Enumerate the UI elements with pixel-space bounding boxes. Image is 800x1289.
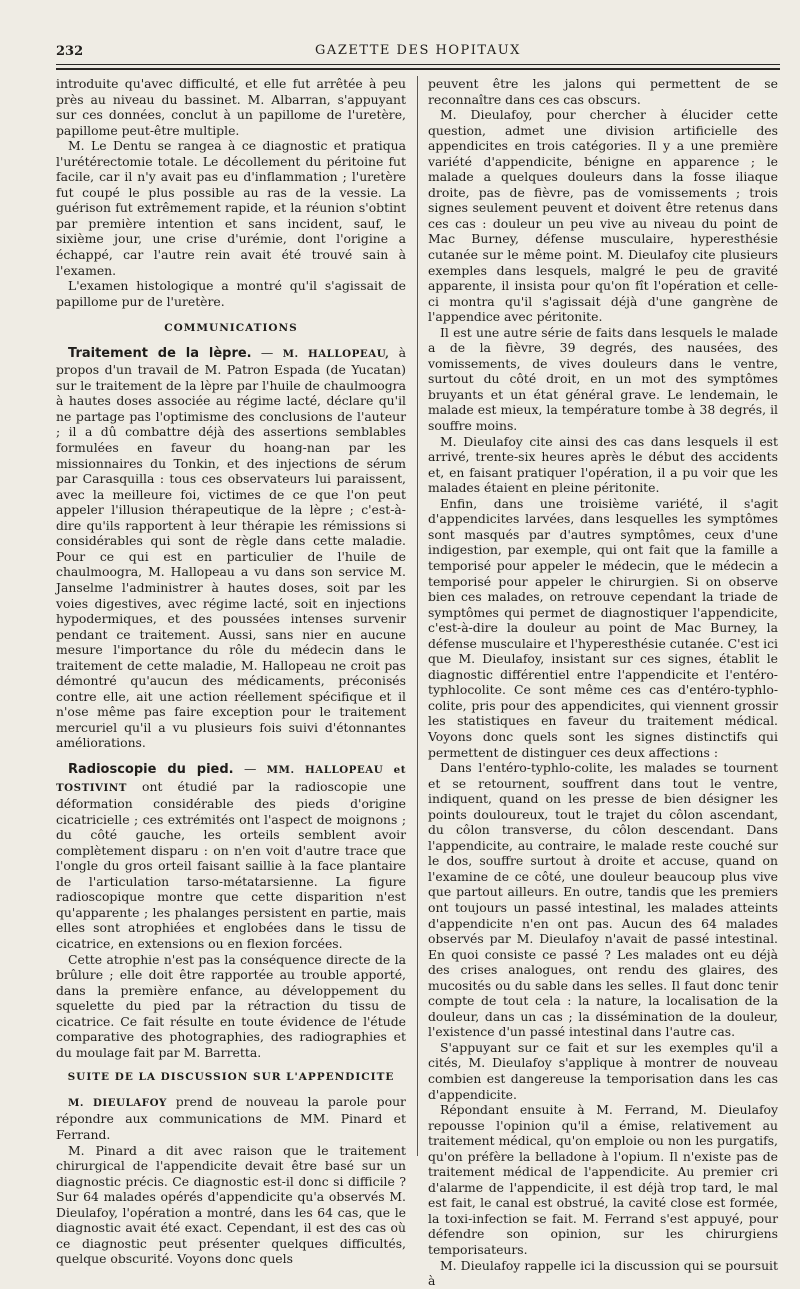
paragraph: Dans l'entéro-typhlo-colite, les malades se tournent et se retournent, souffrent dans tout le ventre, indiquent, quand on les presse de bien désigner les points douloureux, tout le trajet du côlon ascendant, du côlon transverse, du côlon descendant. Dans l'appendicite, au contraire, le malade reste couché sur le dos, souffre surtout à droite et accuse, quand on l'examine de ce côté, une douleur beaucoup plus vive que partout ailleurs. En outre, tandis que les premiers ont toujours un passé intestinal, les malades atteints d'appendicite n'en ont pas. Aucun des 64 malades observés par M. Dieulafoy n'avait de passé intestinal. En quoi consiste ce passé ? Les malades ont eu déjà des crises analogues, ont rendu des glaires, des mucosités ou du sable dans les selles. Il faut donc tenir compte de tout cela : la nature, la localisation de la douleur, dans un cas ; la dissémination de la douleur, l'existence d'un passé intestinal dans l'autre cas. xyxy=(428,760,778,1040)
dash: — xyxy=(251,344,283,360)
running-title: GAZETTE DES HOPITAUX xyxy=(315,43,521,58)
article-title: Radioscopie du pied. xyxy=(68,761,234,777)
section-heading-appendicite: SUITE DE LA DISCUSSION SUR L'APPENDICITE xyxy=(67,1071,395,1084)
paragraph: M. Dieulafoy rappelle ici la discussion qui se poursuit à xyxy=(428,1257,778,1289)
header-rule xyxy=(56,64,780,65)
paragraph: S'appuyant sur ce fait et sur les exemples qu'il a cités, M. Dieulafoy s'applique à montrer de nouveau combien est dangereuse la temporisation dans les cas d'appendicite. xyxy=(428,1039,778,1102)
paragraph: M. Le Dentu se rangea à ce diagnostic et pratiqua l'urétérectomie totale. Le décollement du péritoine fut facile, car il n'y avait pas eu d'inflammation ; l'uretère fut coupé le plus possible au ras de la vessie. La guérison fut extrêmement rapide, et la réunion s'obtint par première intention et sans incident, sauf, le sixième jour, une crise d'urémie, dont l'origine a échappé, car l'autre rein avait été trouvé sain à l'examen. xyxy=(56,138,406,278)
paragraph: L'examen histologique a montré qu'il s'agissait de papillome pur de l'uretère. xyxy=(56,278,406,309)
article-title: Traitement de la lèpre. xyxy=(68,345,252,361)
paragraph: Répondant ensuite à M. Ferrand, M. Dieulafoy repousse l'opinion qu'il a émise, relativement au traitement médical, qu'on emploie ou non les purgatifs, qu'on préfère la belladone à l'opium. Il n'existe pas de traitement médical de l'appendicite. Au premier cri d'alarme de l'appendicite, il est déjà trop tard, le mal est fait, le canal est obstrué, la cavité close est formée, la toxi-infection se fait. M. Ferrand s'est appuyé, pour défendre son opinion, sur les chirurgiens temporisateurs. xyxy=(428,1102,778,1258)
paragraph: peuvent être les jalons qui permettent de se reconnaître dans ces cas obscurs. xyxy=(428,76,778,107)
author-name: M. HALLOPEAU, xyxy=(282,347,390,360)
paragraph: Cette atrophie n'est pas la conséquence directe de la brûlure ; elle doit être rapportée au trouble apporté, dans la première enfance, au développement du squelette du pied par la rétraction du tissu de cicatrice. Ce fait résulte en toute évidence de l'étude comparative des photographies, des radiographies et du moulage fait par M. Barretta. xyxy=(56,951,406,1060)
left-column xyxy=(56,76,407,1267)
paragraph: M. Dieulafoy, pour chercher à élucider cette question, admet une division artificielle des appendicites en trois catégories. Il y a une première variété d'appendicite, bénigne en apparence ; le malade a quelques douleurs dans la fosse iliaque droite, pas de fièvre, pas de vomissements ; trois signes seulement peuvent et doivent être retenus dans ces cas : douleur un peu vive au niveau du point de Mac Burney, défense musculaire, hyperesthésie cutanée sur le même point. M. Dieulafoy cite plusieurs exemples dans lesquels, malgré le peu de gravité apparente, il insista pour qu'on fît l'opération et celle-ci montra qu'il s'agissait déjà d'une gangrène de l'appendice avec péritonite. xyxy=(428,107,778,325)
page-header xyxy=(56,40,780,62)
article-text: ont étudié par la radioscopie une déformation considérable des pieds d'origine cicatricielle ; ces extrémités ont l'aspect de moignons ; du côté gauche, les orteils semblent avoir complètement disparu : on n'en voit d'autre trace que l'ongle du gros orteil faisant saillie à la face plantaire de l'articulation tarso-métatarsienne. La figure radioscopique montre que cette disparition n'est qu'apparente ; les phalanges persistent en partie, mais elles sont atrophiées et englobées dans le tissu de cicatrice, en extensions ou en flexion forcées. xyxy=(56,778,406,951)
article-text: à propos d'un travail de M. Patron Espada (de Yucatan) sur le traitement de la lèpre par l'huile de chaulmoogra à hautes doses associée au régime lacté, déclare qu'il ne partage pas l'optimisme des conclusions de l'auteur ; il a dû combattre déjà des assertions semblables formulées en faveur du hoang-nan par les missionnaires du Tonkin, et des injections de sérum par Carasquilla : tous ces observateurs lui paraissent, avec la meilleure foi, victimes de ce que l'on peut appeler l'illusion thérapeutique de la lèpre ; c'est-à-dire qu'ils rapportent à leur thérapie les rémissions si considérables qui sont de règle dans cette maladie. Pour ce qui est en particulier de l'huile de chaulmoogra, M. Hallopeau a vu dans son service M. Janselme l'administrer à hautes doses, soit par les voies digestives, avec régime lacté, soit en injections hypodermiques, et des poussées intenses survenir pendant ce traitement. Aussi, sans nier en aucune mesure l'importance du rôle du médecin dans le traitement de cette maladie, M. Hallopeau ne croit pas démontré qu'aucun des médicaments, préconisés contre elle, ait une action réellement spécifique et il n'ose même pas faire exception pour le traitement mercuriel qu'il a vu plusieurs fois suivi d'étonnantes améliorations. xyxy=(56,344,407,751)
dash: — xyxy=(233,760,267,776)
paragraph: M. Dieulafoy cite ainsi des cas dans lesquels il est arrivé, trente-six heures après le début des accidents et, en faisant pratiquer l'opération, il a pu voir que les malades étaient en pleine péritonite. xyxy=(428,433,778,496)
header-rule-double xyxy=(56,68,780,70)
article-radioscopie xyxy=(56,761,406,952)
article-lepre xyxy=(56,345,406,751)
column-divider xyxy=(417,76,418,1156)
paragraph: introduite qu'avec difficulté, et elle fut arrêtée à peu près au niveau du bassinet. M. Albarran, s'appuyant sur ces données, conclut à un papillome de l'uretère, papillome peut-être multiple. xyxy=(56,76,406,138)
author-name: MM. HALLOPEAU et TOSTIVINT xyxy=(56,763,406,794)
section-heading-communications: COMMUNICATIONS xyxy=(164,322,298,335)
paragraph: Enfin, dans une troisième variété, il s'agit d'appendicites larvées, dans lesquelles les symptômes sont masqués par d'autres symptômes, ceux d'une indigestion, par exemple, qui ont fait que la famille a temporisé pour appeler le médecin, que le médecin a temporisé pour appeler le chirurgien. Si on observe bien ces malades, on retrouve cependant la triade de symptômes qui permet de diagnostiquer l'appendicite, c'est-à-dire la douleur au point de Mac Burney, la défense musculaire et l'hyperesthésie cutanée. C'est ici que M. Dieulafoy, insistant sur ces signes, établit le diagnostic différentiel entre l'appendicite et l'entéro-typhlocolite. Ce sont même ces cas d'entéro-typhlo-colite, pris pour des appendicites, qui viennent grossir les statistiques en faveur du traitement médical. Voyons donc quels sont les signes distinctifs qui permettent de distinguer ces deux affections : xyxy=(428,495,778,760)
article-dieulafoy xyxy=(56,1094,406,1143)
author-name: M. DIEULAFOY xyxy=(68,1096,167,1109)
article-text: prend de nouveau la parole pour répondre aux communications de MM. Pinard et Ferrand. xyxy=(56,1093,406,1142)
paragraph: Il est une autre série de faits dans lesquels le malade a de la fièvre, 39 degrés, des nausées, des vomissements, de vives douleurs dans le ventre, surtout du côté droit, en un mot des symptômes bruyants et un état général grave. Le lendemain, le malade est mieux, la température tombe à 38 degrés, il souffre moins. xyxy=(428,324,778,434)
right-column xyxy=(428,76,778,1289)
page-number: 232 xyxy=(56,44,84,59)
paragraph: M. Pinard a dit avec raison que le traitement chirurgical de l'appendicite devait être basé sur un diagnostic précis. Ce diagnostic est-il donc si difficile ? Sur 64 malades opérés d'appendicite qu'a observés M. Dieulafoy, l'opération a montré, dans les 64 cas, que le diagnostic avait été exact. Cependant, il est des cas où ce diagnostic peut présenter quelques difficultés, quelque obscurité. Voyons donc quels xyxy=(56,1142,406,1267)
